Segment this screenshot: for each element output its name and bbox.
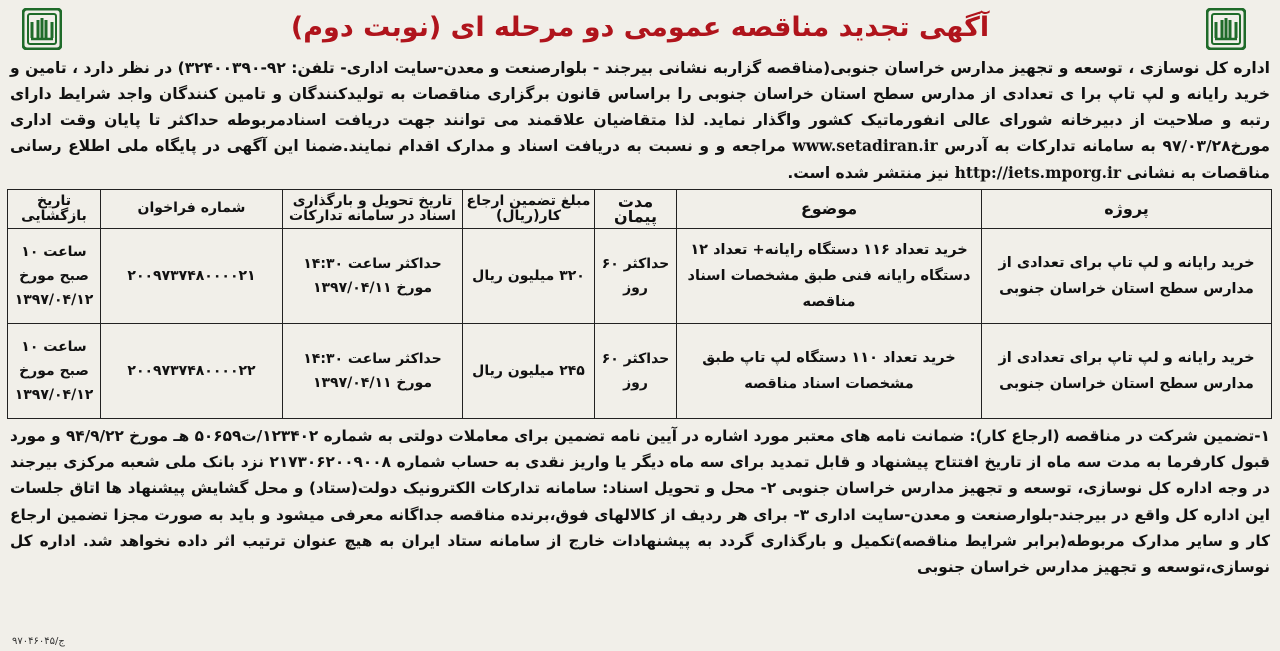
intro-text-2: مراجعه و و نسبت به دریافت اسناد و مدارک اقدام نمایند.ضمنا این آگهی در پایگاه ملی اطلاع رسانی مناقصات به نشانی xyxy=(10,137,1270,183)
table-header-row xyxy=(8,189,1272,228)
cell-duration: حداکثر ۶۰ روز xyxy=(595,228,677,323)
table-row xyxy=(8,323,1272,418)
cell-deadline: حداکثر ساعت ۱۴:۳۰ مورخ ۱۳۹۷/۰۴/۱۱ xyxy=(283,323,463,418)
cell-project: خرید رایانه و لپ تاپ برای تعدادی از مدارس سطح استان خراسان جنوبی xyxy=(982,323,1272,418)
cell-opening: ساعت ۱۰ صبح مورخ ۱۳۹۷/۰۴/۱۲ xyxy=(8,323,101,418)
header xyxy=(8,4,1272,56)
cell-call-number: ۲۰۰۹۷۳۷۴۸۰۰۰۰۲۲ xyxy=(101,323,283,418)
cell-guarantee: ۳۲۰ میلیون ریال xyxy=(463,228,595,323)
cell-project: خرید رایانه و لپ تاپ برای تعدادی از مدارس سطح استان خراسان جنوبی xyxy=(982,228,1272,323)
conditions-text: ۱-تضمین شرکت در مناقصه (ارجاع کار): ضمانت نامه های معتبر مورد اشاره در آیین نامه تضمین برای معاملات دولتی به شماره ۱۲۳۴۰۲/ت۵۰۶۵۹ هـ مورخ ۹۴/۹/۲۲ و مورد قبول کارفرما به مدت سه ماه از تاریخ افتتاح پیشنهاد و قابل تمدید برای سه ماه دیگر یا واریز نقدی به حساب شماره ۲۱۷۳۰۶۲۰۰۹۰۰۸ نزد بانک ملی شعبه مرکزی بیرجند در وجه اداره کل نوسازی، توسعه و تجهیز مدارس خراسان جنوبی ۲- محل و تحویل اسناد: سامانه تدارکات الکترونیک دولت(ستاد) و محل گشایش پیشنهاد ها اتاق جلسات این اداره کل واقع در بیرجند-بلوارصنعت و معدن-سایت اداری ۳- برای هر ردیف از کالالهای فوق،برنده مناقصه جداگانه معرفی میشود و باید به صورت مجزا تضمین ارجاع کار و سایر مدارک مربوطه(برابر شرایط مناقصه)تکمیل و بارگذاری گردد به پیشنهادات خارج از سامانه ستاد ایران به هیچ عنوان ترتیب اثر داده نخواهد شد. xyxy=(10,426,1271,550)
header-guarantee: مبلغ تضمین ارجاع کار(ریال) xyxy=(463,189,595,228)
cell-subject: خرید تعداد ۱۱۰ دستگاه لپ تاپ طبق مشخصات اسناد مناقصه xyxy=(677,323,982,418)
setadiran-link[interactable]: www.setadiran.ir xyxy=(792,136,938,156)
header-call-number: شماره فراخوان xyxy=(101,189,283,228)
cell-guarantee: ۲۴۵ میلیون ریال xyxy=(463,323,595,418)
iets-link[interactable]: http://iets.mporg.ir xyxy=(954,163,1122,183)
header-project: پروژه xyxy=(982,189,1272,228)
header-opening: تاریخ بازگشایی xyxy=(8,189,101,228)
intro-paragraph xyxy=(8,56,1272,187)
header-deadline: تاریخ تحویل و بارگذاری اسناد در سامانه تدارکات xyxy=(283,189,463,228)
organization-emblem-icon xyxy=(1206,8,1246,50)
intro-text-3: نیز منتشر شده است. xyxy=(787,164,955,183)
intro-text-1: اداره کل نوسازی ، توسعه و تجهیز مدارس خراسان جنوبی(مناقصه گزاربه نشانی بیرجند - بلوارصنعت و معدن-سایت اداری- تلفن: ۹۲-۳۲۴۰۰۳۹۰) در نظر دارد ، تامین و خرید رایانه و لپ تاپ برا ی تعدادی از مدارس سطح استان خراسان جنوبی را براساس قانون برگزاری مناقصات به تولیدکنندگان و تامین کنندگان واجد شرایط دارای رتبه و صلاحیت از دبیرخانه شورای عالی انفورماتیک کشور واگذار نماید. لذا متقاضیان علاقمند می توانند جهت دریافت اسنادمربوطه حداکثر تا پایان وقت اداری مورخ۹۷/۰۳/۲۸ به سامانه تدارکات به آدرس xyxy=(10,59,1270,156)
tender-table xyxy=(7,189,1272,419)
notice-title: آگهی تجدید مناقصه عمومی دو مرحله ای (نوبت دوم) xyxy=(290,12,990,43)
table-row xyxy=(8,228,1272,323)
cell-call-number: ۲۰۰۹۷۳۷۴۸۰۰۰۰۲۱ xyxy=(101,228,283,323)
header-subject: موضوع xyxy=(677,189,982,228)
organization-emblem-icon xyxy=(22,8,62,50)
cell-subject: خرید تعداد ۱۱۶ دستگاه رایانه+ تعداد ۱۲ دستگاه رایانه فنی طبق مشخصات اسناد مناقصه xyxy=(677,228,982,323)
conditions-paragraph xyxy=(8,419,1272,580)
cell-deadline: حداکثر ساعت ۱۴:۳۰ مورخ ۱۳۹۷/۰۴/۱۱ xyxy=(283,228,463,323)
header-duration: مدت پیمان xyxy=(595,189,677,228)
cell-duration: حداکثر ۶۰ روز xyxy=(595,323,677,418)
footer-code: ۹۷۰۴۶۰۴۵/ج xyxy=(12,636,65,647)
signature: اداره کل نوسازی،توسعه و تجهیز مدارس خراسان جنوبی xyxy=(10,531,1270,576)
cell-opening: ساعت ۱۰ صبح مورخ ۱۳۹۷/۰۴/۱۲ xyxy=(8,228,101,323)
